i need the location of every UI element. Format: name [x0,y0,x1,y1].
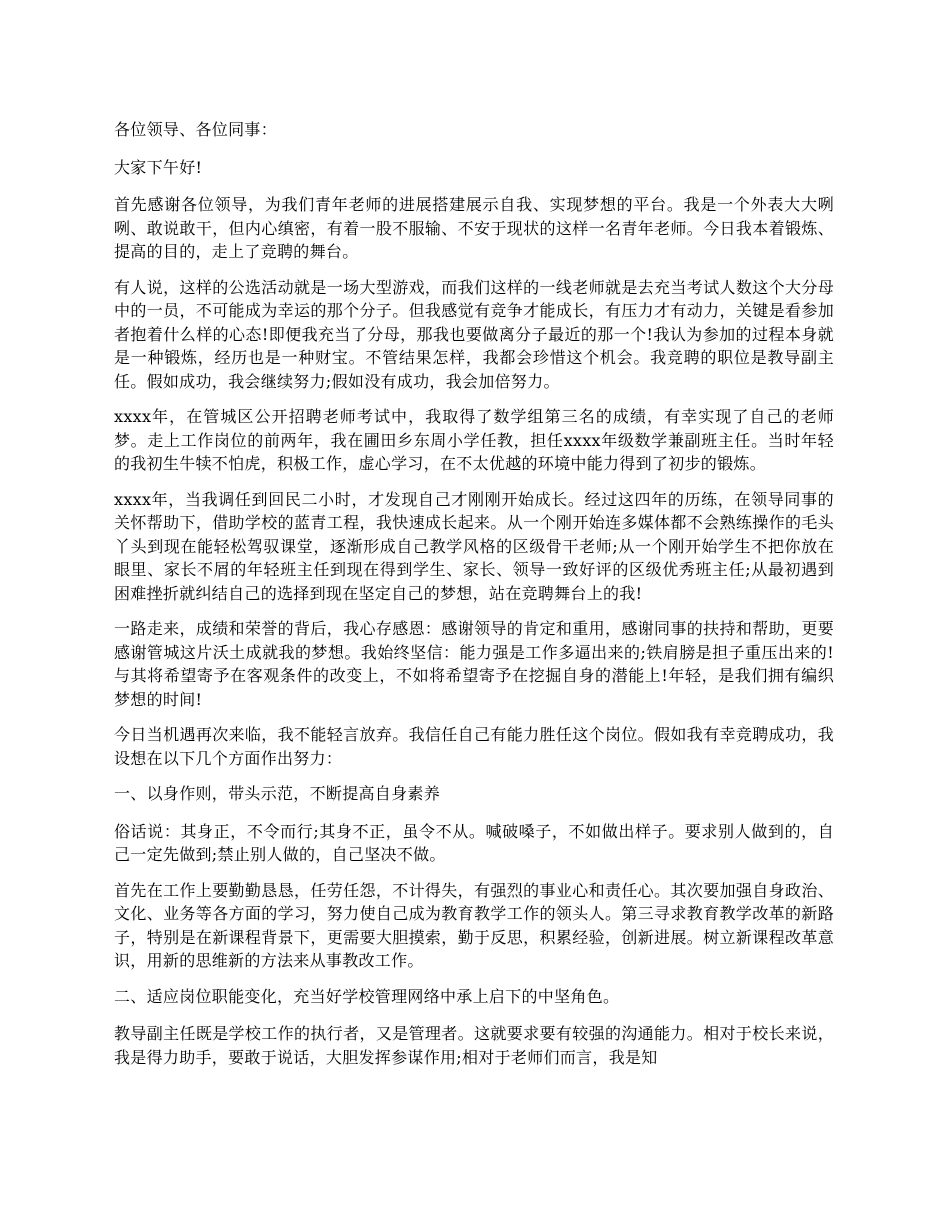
paragraph-introduction: 首先感谢各位领导，为我们青年老师的进展搭建展示自我、实现梦想的平台。我是一个外表大大咧咧、敢说敢干，但内心缜密，有着一股不服输、不安于现状的这样一名青年老师。今日我本着锻炼、提高的目的，走上了竞聘的舞台。 [114,195,834,261]
salutation: 各位领导、各位同事： [114,120,278,139]
paragraph-gratitude: 一路走来，成绩和荣誉的背后，我心存感恩：感谢领导的肯定和重用，感谢同事的扶持和帮助，更要感谢管城这片沃土成就我的梦想。我始终坚信：能力强是工作多逼出来的;铁肩膀是担子重压出来的!与其将希望寄予在客观条件的改变上，不如将希望寄予在挖掘自身的潜能上!年轻，是我们拥有编织梦想的时间! [114,619,834,709]
paragraph-role-description: 教导副主任既是学校工作的执行者，又是管理者。这就要求要有较强的沟通能力。相对于校长来说，我是得力助手，要敢于说话，大胆发挥参谋作用;相对于老师们而言，我是知 [114,1024,834,1067]
paragraph-growth: xxxx年，当我调任到回民二小时，才发现自己才刚刚开始成长。经过这四年的历练，在领导同事的关怀帮助下，借助学校的蓝青工程，我快速成长起来。从一个刚开始连多媒体都不会熟练操作的毛头丫头到现在能轻松驾驭课堂，逐渐形成自己教学风格的区级骨干老师;从一个刚开始学生不把你放在眼里、家长不屑的年轻班主任到现在得到学生、家长、领导一致好评的区级优秀班主任;从最初遇到困难挫折就纠结自己的选择到现在坚定自己的梦想，站在竞聘舞台上的我! [114,489,834,603]
paragraph-competition-view: 有人说，这样的公选活动就是一场大型游戏，而我们这样的一线老师就是去充当考试人数这个大分母中的一员，不可能成为幸运的那个分子。但我感觉有竞争才能成长，有压力才有动力，关键是看参加者抱着什么样的心态!即便我充当了分母，那我也要做离分子最近的那一个!我认为参加的过程本身就是一种锻炼，经历也是一种财宝。不管结果怎样，我都会珍惜这个机会。我竞聘的职位是教导副主任。假如成功，我会继续努力;假如没有成功，我会加倍努力。 [114,277,834,391]
section-heading-2: 二、适应岗位职能变化，充当好学校管理网络中承上启下的中坚角色。 [114,986,620,1006]
paragraph-early-career: xxxx年，在管城区公开招聘老师考试中，我取得了数学组第三名的成绩，有幸实现了自己的老师梦。走上工作岗位的前两年，我在圃田乡东周小学任教，担任xxxx年级数学兼副班主任。当时年轻的我初生牛犊不怕虎，积极工作，虚心学习，在不太优越的环境中能力得到了初步的锻炼。 [114,407,834,473]
greeting: 大家下午好! [114,157,203,177]
section-heading-1: 一、以身作则，带头示范，不断提高自身素养 [114,784,441,803]
paragraph-work-attitude: 首先在工作上要勤勤恳恳，任劳任怨，不计得失，有强烈的事业心和责任心。其次要加强自身政治、文化、业务等各方面的学习，努力使自己成为教育教学工作的领头人。第三寻求教育教学改革的新路子，特别是在新课程背景下，更需要大胆摸索，勤于反思，积累经验，创新进展。树立新课程改革意识，用新的思维新的方法来从事教改工作。 [114,880,834,970]
document-body [114,118,834,1069]
paragraph-lead-by-example: 俗话说：其身正，不令而行;其身不正，虽令不从。喊破嗓子，不如做出样子。要求别人做到的，自己一定先做到;禁止别人做的，自己坚决不做。 [114,821,834,864]
paragraph-plan-intro: 今日当机遇再次来临，我不能轻言放弃。我信任自己有能力胜任这个岗位。假如我有幸竞聘成功，我设想在以下几个方面作出努力： [114,725,834,768]
